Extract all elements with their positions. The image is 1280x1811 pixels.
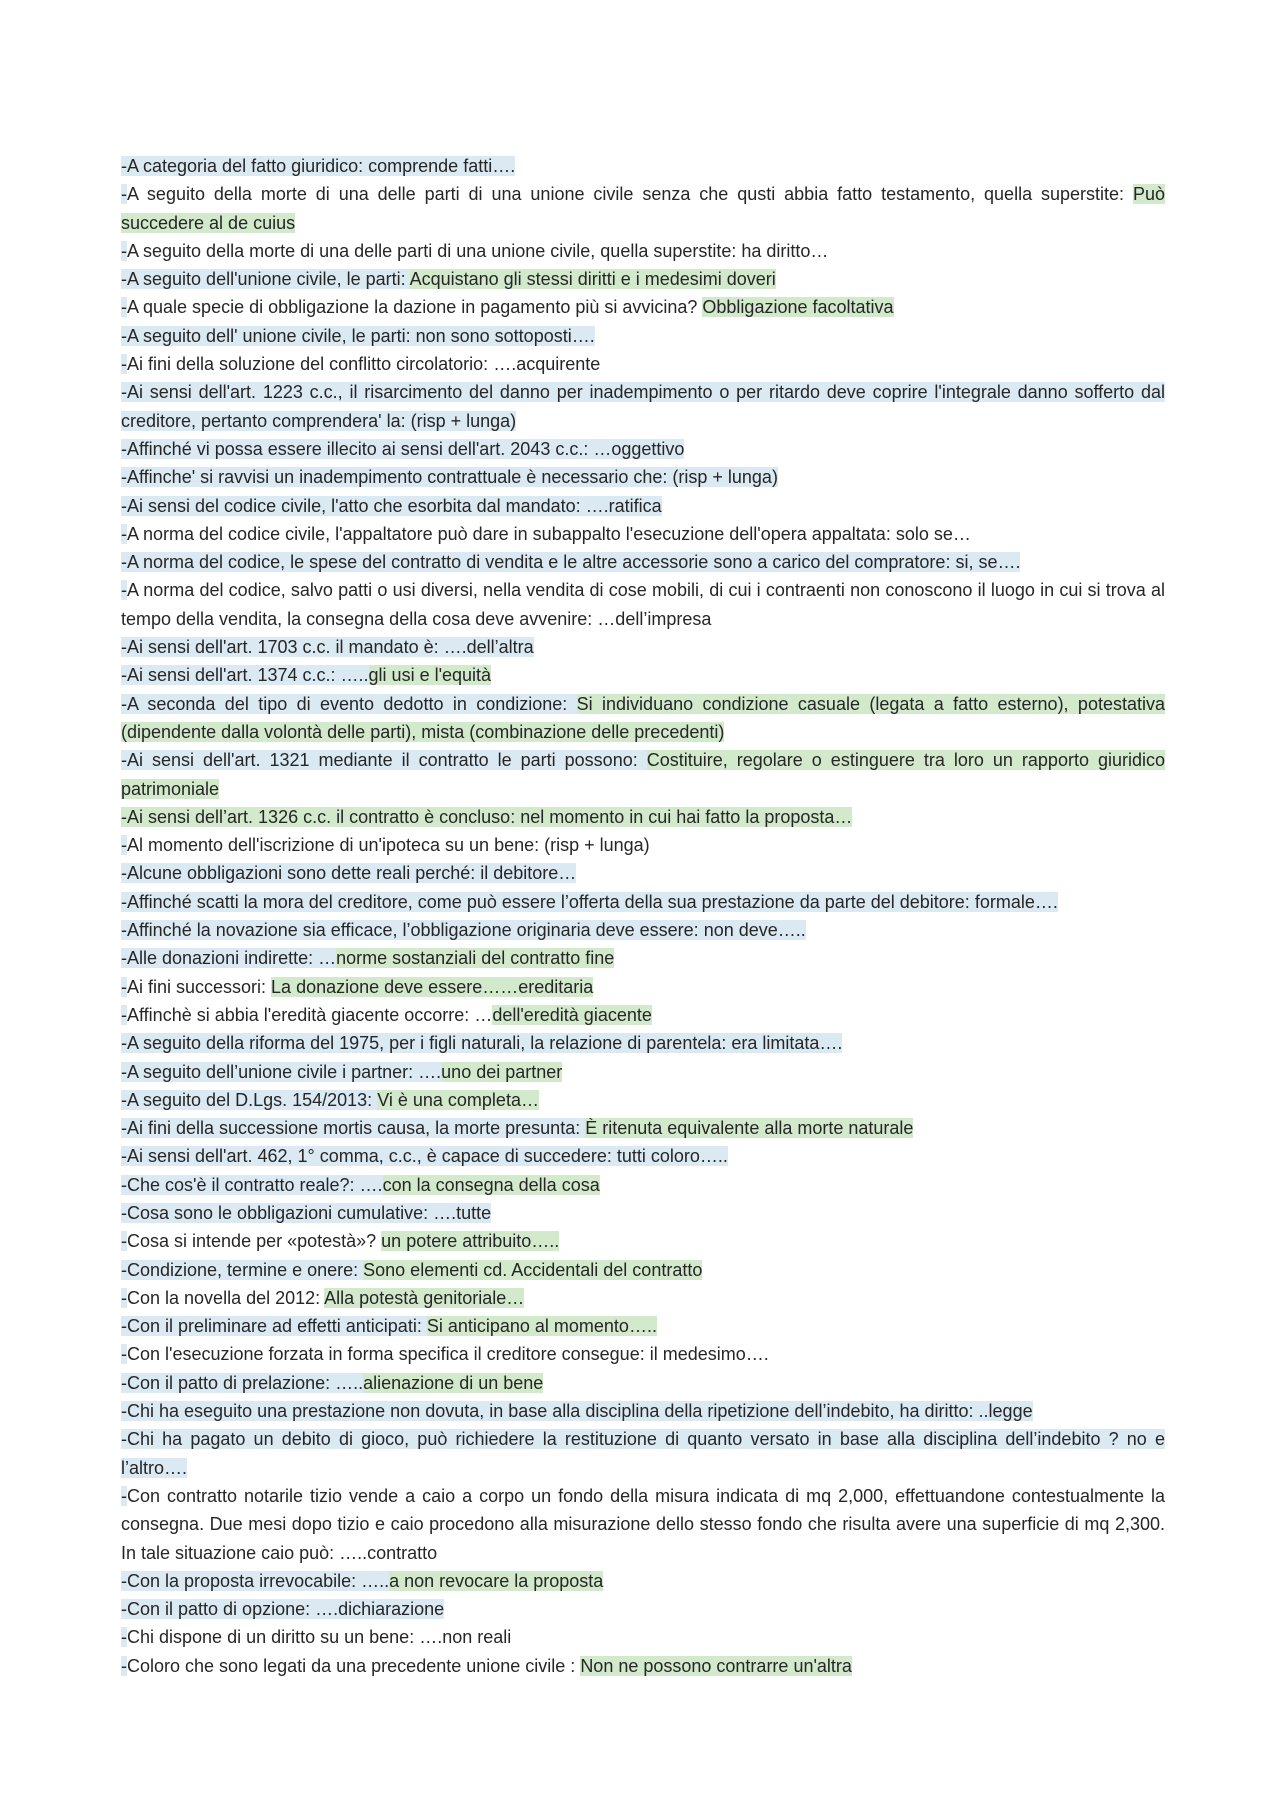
blue-highlight-text: -A norma del codice, le spese del contratto di vendita e le altre accessorie sono a carico del compratore: si, se…. — [121, 552, 1021, 573]
question-line — [121, 1086, 1165, 1114]
blue-highlight-text: -Alle donazioni indirette: … — [121, 948, 337, 969]
question-line — [121, 1567, 1165, 1595]
green-highlight-text: Vi è una completa… — [377, 1089, 539, 1110]
question-line — [121, 859, 1165, 887]
blue-highlight-text: -Ai sensi dell'art. 1321 mediante il contratto le parti possono: — [121, 750, 647, 771]
green-highlight-text: Alla potestà genitoriale… — [324, 1287, 525, 1308]
question-line — [121, 888, 1165, 916]
plain-text: A quale specie di obbligazione la dazione in pagamento più si avvicina? — [127, 297, 703, 318]
blue-highlight-text: -Con il patto di prelazione: ….. — [121, 1372, 364, 1393]
question-line — [121, 1227, 1165, 1255]
plain-text: Al momento dell'iscrizione di un'ipoteca su un bene: (risp + lunga) — [127, 835, 650, 856]
question-line — [121, 237, 1165, 265]
question-line — [121, 1397, 1165, 1425]
question-line — [121, 746, 1165, 803]
blue-highlight-text: -A categoria del fatto giuridico: comprende fatti…. — [121, 156, 516, 176]
blue-highlight-text: -Affinché scatti la mora del creditore, come può essere l’offerta della sua prestazione da parte del debitore: formale…. — [121, 891, 1058, 912]
blue-highlight-text: - — [121, 1627, 127, 1648]
blue-highlight-text: - — [121, 1344, 127, 1365]
question-line — [121, 1482, 1165, 1567]
blue-highlight-text: -Con il patto di opzione: ….dichiarazione — [121, 1599, 445, 1620]
green-highlight-text: gli usi e l'equità — [368, 665, 492, 686]
question-line — [121, 548, 1165, 576]
green-highlight-text: Può succedere al de cuius — [121, 184, 1165, 233]
blue-highlight-text: -A seguito della riforma del 1975, per i figli naturali, la relazione di parentela: era limitata…. — [121, 1033, 843, 1054]
question-line — [121, 1284, 1165, 1312]
blue-highlight-text: -Chi ha pagato un debito di gioco, può richiedere la restituzione di quanto versato in base alla disciplina dell’indebito ? no e l’altro…. — [121, 1429, 1165, 1478]
blue-highlight-text: -A seguito dell' unione civile, le parti: non sono sottoposti…. — [121, 325, 595, 346]
blue-highlight-text: - — [121, 1231, 127, 1252]
question-line — [121, 1312, 1165, 1340]
plain-text: A seguito della morte di una delle parti di una unione civile, quella superstite: ha diritto… — [127, 240, 829, 261]
blue-highlight-text: -Ai sensi dell'art. 1223 c.c., il risarcimento del danno per inadempimento o per ritardo deve coprire l'integrale danno sofferto dal creditore, pertanto comprendera' la: (risp + lunga) — [121, 382, 1165, 431]
question-line — [121, 1142, 1165, 1170]
question-line — [121, 661, 1165, 689]
blue-highlight-text: -Condizione, termine e onere: — [121, 1259, 364, 1280]
question-line — [121, 1369, 1165, 1397]
green-highlight-text: Non ne possono contrarre un'altra — [580, 1655, 852, 1676]
plain-text: A seguito della morte di una delle parti di una unione civile senza che qusti abbia fatto testamento, quella superstite: — [127, 184, 1133, 205]
question-line — [121, 803, 1165, 831]
question-line — [121, 1029, 1165, 1057]
green-highlight-text: È ritenuta equivalente alla morte naturale — [585, 1118, 914, 1139]
question-line — [121, 492, 1165, 520]
question-line — [121, 1425, 1165, 1482]
question-line — [121, 350, 1165, 378]
plain-text: A norma del codice civile, l'appaltatore può dare in subappalto l'esecuzione dell'opera appaltata: solo se… — [127, 523, 971, 544]
question-line — [121, 973, 1165, 1001]
blue-highlight-text: -Cosa sono le obbligazioni cumulative: ….tutte — [121, 1202, 492, 1223]
blue-highlight-text: - — [121, 1287, 127, 1308]
green-highlight-text: un potere attribuito….. — [381, 1231, 560, 1252]
blue-highlight-text: - — [121, 1485, 127, 1506]
blue-highlight-text: - — [121, 240, 127, 261]
question-line — [121, 1001, 1165, 1029]
green-highlight-text: con la consegna della cosa — [382, 1174, 600, 1195]
question-line — [121, 378, 1165, 435]
question-line — [121, 265, 1165, 293]
question-line — [121, 1171, 1165, 1199]
question-line — [121, 1595, 1165, 1623]
green-highlight-text: Obbligazione facoltativa — [702, 297, 894, 318]
blue-highlight-text: -A seconda del tipo di evento dedotto in condizione: — [121, 693, 577, 714]
green-highlight-text: dell'eredità giacente — [492, 1004, 652, 1025]
question-line — [121, 633, 1165, 661]
green-highlight-text: norme sostanziali del contratto fine — [336, 948, 615, 969]
question-line — [121, 152, 1165, 180]
question-line — [121, 322, 1165, 350]
plain-text: Cosa si intende per «potestà»? — [127, 1231, 382, 1252]
green-highlight-text: uno dei partner — [441, 1061, 563, 1082]
green-highlight-text: alienazione di un bene — [363, 1372, 544, 1393]
question-line — [121, 463, 1165, 491]
plain-text: Con contratto notarile tizio vende a caio a corpo un fondo della misura indicata di mq 2,000, effettuandone contestualmente la consegna. Due mesi dopo tizio e caio procedono alla misurazione dello stesso fondo che risulta avere una superficie di mq 2,300. In tale situazione caio può: …..contratto — [121, 1485, 1165, 1563]
blue-highlight-text: - — [121, 523, 127, 544]
blue-highlight-text: - — [121, 835, 127, 856]
plain-text: Ai fini della soluzione del conflitto circolatorio: ….acquirente — [127, 354, 601, 375]
green-highlight-text: Si individuano condizione casuale (legata a fatto esterno), potestativa (dipendente dalla volontà delle parti), mista (combinazione delle precedenti) — [121, 693, 1165, 742]
plain-text: Affinchè si abbia l'eredità giacente occorre: … — [127, 1004, 493, 1025]
blue-highlight-text: - — [121, 297, 127, 318]
green-highlight-text: La donazione deve essere……ereditaria — [271, 976, 594, 997]
question-line — [121, 1340, 1165, 1368]
plain-text: Chi dispone di un diritto su un bene: ….non reali — [127, 1627, 512, 1648]
plain-text: Coloro che sono legati da una precedente unione civile : — [127, 1655, 581, 1676]
question-line — [121, 293, 1165, 321]
green-highlight-text: -Ai sensi dell’art. 1326 c.c. il contratto è concluso: nel momento in cui hai fatto la proposta… — [121, 806, 853, 827]
plain-text: A norma del codice, salvo patti o usi diversi, nella vendita di cose mobili, di cui i contraenti non conoscono il luogo in cui si trova al tempo della vendita, la consegna della cosa deve avvenire: …dell’impresa — [121, 580, 1165, 629]
blue-highlight-text: -Ai sensi dell'art. 1374 c.c.: ….. — [121, 665, 369, 686]
green-highlight-text: Sono elementi cd. Accidentali del contratto — [363, 1259, 703, 1280]
plain-text: Con la novella del 2012: — [127, 1287, 325, 1308]
question-line — [121, 180, 1165, 237]
blue-highlight-text: -Affinché la novazione sia efficace, l’obbligazione originaria deve essere: non deve….. — [121, 920, 806, 941]
blue-highlight-text: - — [121, 184, 127, 205]
blue-highlight-text: - — [121, 1655, 127, 1676]
blue-highlight-text: -Affinche' si ravvisi un inadempimento contrattuale è necessario che: (risp + lunga) — [121, 467, 778, 488]
blue-highlight-text: -Chi ha eseguito una prestazione non dovuta, in base alla disciplina della ripetizione dell’indebito, ha diritto: ..legge — [121, 1401, 1033, 1422]
question-line — [121, 1623, 1165, 1651]
blue-highlight-text: -Ai sensi dell'art. 462, 1° comma, c.c., è capace di succedere: tutti coloro….. — [121, 1146, 728, 1167]
question-line — [121, 1256, 1165, 1284]
blue-highlight-text: -Con la proposta irrevocabile: ….. — [121, 1570, 390, 1591]
question-line — [121, 576, 1165, 633]
question-line — [121, 831, 1165, 859]
question-line — [121, 1199, 1165, 1227]
question-line — [121, 690, 1165, 747]
blue-highlight-text: -A seguito del D.Lgs. 154/2013: — [121, 1089, 378, 1110]
blue-highlight-text: - — [121, 580, 127, 601]
question-line — [121, 916, 1165, 944]
question-line — [121, 520, 1165, 548]
blue-highlight-text: - — [121, 354, 127, 375]
blue-highlight-text: -Ai fini della successione mortis causa, la morte presunta: — [121, 1118, 586, 1139]
blue-highlight-text: -Alcune obbligazioni sono dette reali perché: il debitore… — [121, 863, 577, 884]
question-line — [121, 435, 1165, 463]
question-line — [121, 1652, 1165, 1680]
blue-highlight-text: - — [121, 1004, 127, 1025]
blue-highlight-text: -A seguito dell'unione civile, le parti: — [121, 269, 410, 290]
blue-highlight-text: -Ai sensi del codice civile, l'atto che esorbita dal mandato: ….ratifica — [121, 495, 662, 516]
green-highlight-text: Si anticipano al momento….. — [426, 1316, 657, 1337]
question-line — [121, 944, 1165, 972]
plain-text: Ai fini successori: — [127, 976, 272, 997]
blue-highlight-text: - — [121, 976, 127, 997]
question-line — [121, 1114, 1165, 1142]
green-highlight-text: Acquistano gli stessi diritti e i medesimi doveri — [409, 269, 776, 290]
blue-highlight-text: -Ai sensi dell'art. 1703 c.c. il mandato è: ….dell’altra — [121, 637, 534, 658]
question-line — [121, 1058, 1165, 1086]
blue-highlight-text: -Affinché vi possa essere illecito ai sensi dell'art. 2043 c.c.: …oggettivo — [121, 438, 685, 459]
plain-text: Con l'esecuzione forzata in forma specifica il creditore consegue: il medesimo…. — [127, 1344, 769, 1365]
blue-highlight-text: -Che cos'è il contratto reale?: …. — [121, 1174, 383, 1195]
green-highlight-text: Costituire, regolare o estinguere tra loro un rapporto giuridico patrimoniale — [121, 750, 1165, 799]
green-highlight-text: a non revocare la proposta — [389, 1570, 604, 1591]
blue-highlight-text: -Con il preliminare ad effetti anticipati: — [121, 1316, 427, 1337]
blue-highlight-text: -A seguito dell’unione civile i partner: …. — [121, 1061, 442, 1082]
